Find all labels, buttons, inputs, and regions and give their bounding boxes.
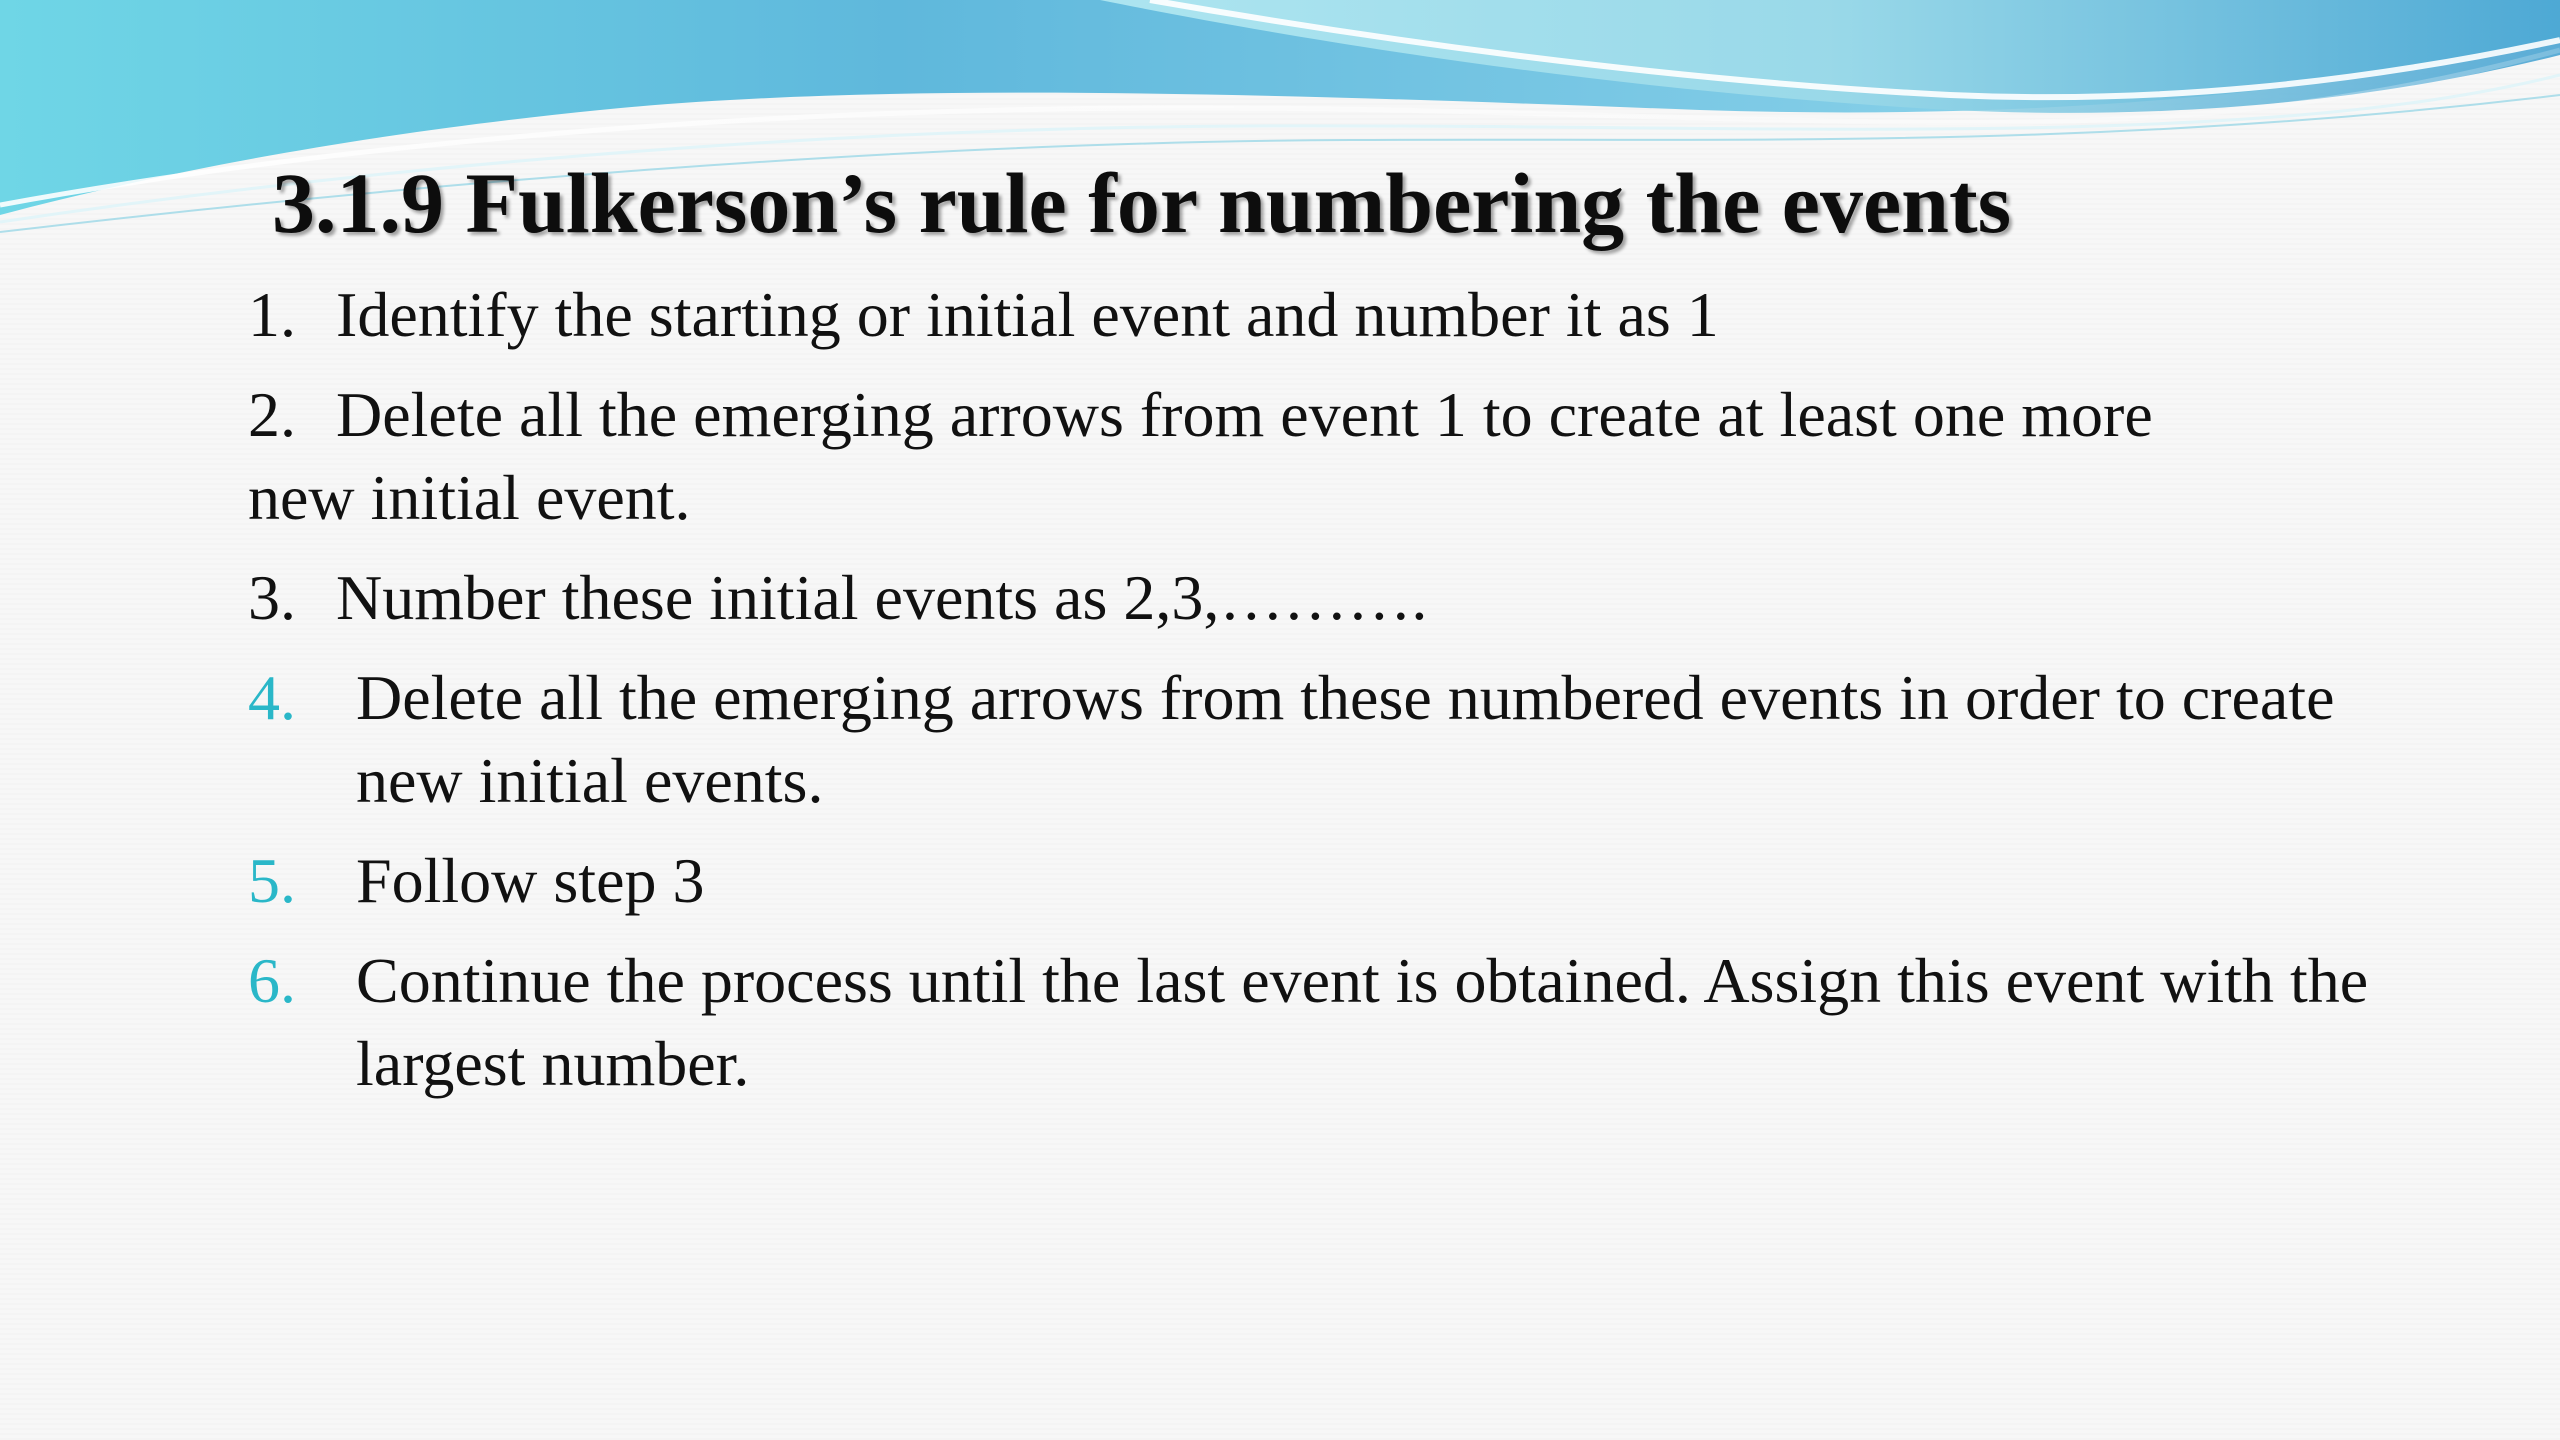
item-text: Delete all the emerging arrows from event 1 to create at least one more new initial event.: [248, 379, 2153, 533]
item-number: 1.: [248, 279, 296, 350]
list-item-6: [248, 939, 2448, 1105]
list-item-4: [248, 656, 2448, 822]
item-text: Follow step 3: [356, 845, 705, 916]
list-item-5: [248, 839, 2448, 922]
item-number: 6.: [248, 945, 296, 1016]
slide-title: 3.1.9 Fulkerson’s rule for numbering the events: [272, 155, 2012, 251]
item-number: 2.: [248, 379, 296, 450]
item-number: 4.: [248, 662, 296, 733]
list-item-2: [248, 373, 2208, 539]
item-text: Delete all the emerging arrows from these numbered events in order to create new initial events.: [356, 662, 2335, 816]
item-text: Continue the process until the last event is obtained. Assign this event with the largest number.: [356, 945, 2369, 1099]
item-number: 3.: [248, 562, 296, 633]
list-item-1: [248, 273, 2348, 356]
list-item-3: [248, 556, 2348, 639]
item-text: Number these initial events as 2,3,……….: [336, 562, 1428, 633]
item-text: Identify the starting or initial event and number it as 1: [336, 279, 1719, 350]
item-number: 5.: [248, 845, 296, 916]
